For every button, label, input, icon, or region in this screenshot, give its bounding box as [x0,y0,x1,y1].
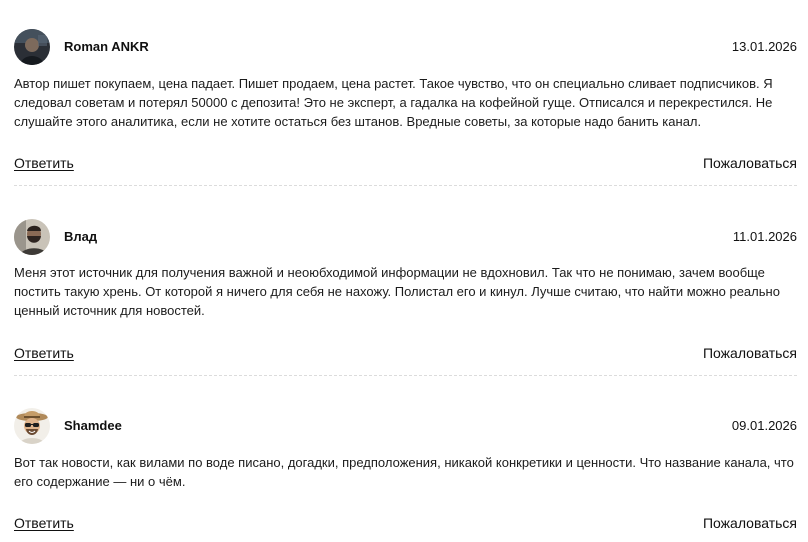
comment-author: Shamdee [64,418,122,433]
report-button[interactable]: Пожаловаться [702,515,797,531]
comment-header [14,29,797,65]
comment-date: 13.01.2026 [731,39,797,54]
comment-divider [14,375,797,376]
avatar [14,219,50,255]
avatar-bearded-man-photo-icon [14,219,50,255]
reply-button[interactable]: Ответить [14,155,74,171]
avatar [14,29,50,65]
comment-author: Влад [64,229,98,244]
comment-divider [14,185,797,186]
reply-button[interactable]: Ответить [14,515,74,531]
report-button[interactable]: Пожаловаться [702,155,797,171]
comment-date: 11.01.2026 [732,229,797,244]
comment-header [14,408,797,444]
comment-actions [14,154,797,174]
comment-actions [14,514,797,534]
comment-header [14,219,797,255]
avatar-dark-photo-icon [14,29,50,65]
avatar-hat-sunglasses-illustration-icon [14,408,50,444]
comment-text: Вот так новости, как вилами по воде писано, догадки, предположения, никакой конкретики и ценности. Что название канала, что его содержание — ни о чём. [14,455,794,489]
avatar [14,408,50,444]
report-button[interactable]: Пожаловаться [702,345,797,361]
comment-actions [14,344,797,364]
comment-author: Roman ANKR [64,39,149,54]
comment-date: 09.01.2026 [731,418,797,433]
comment-text: Автор пишет покупаем, цена падает. Пишет продаем, цена растет. Такое чувство, что он специально сливает подписчиков. Я следовал советам и потерял 50000 с депозита! Это не эксперт, а гадалка на кофейной гуще. Отписался и перекрестился. Не слушайте этого аналитика, если не хотите остаться без штанов. Вредные советы, за которые надо банить канал. [14,76,773,129]
comment-text: Меня этот источник для получения важной и неоюбходимой информации не вдохновил. Так что не понимаю, зачем вообще постить такую хрень. От которой я ничего для себя не нахожу. Полистал его и кинул. Лучше считаю, что найти можно реально ценный источник для новостей. [14,265,780,318]
reply-button[interactable]: Ответить [14,345,74,361]
